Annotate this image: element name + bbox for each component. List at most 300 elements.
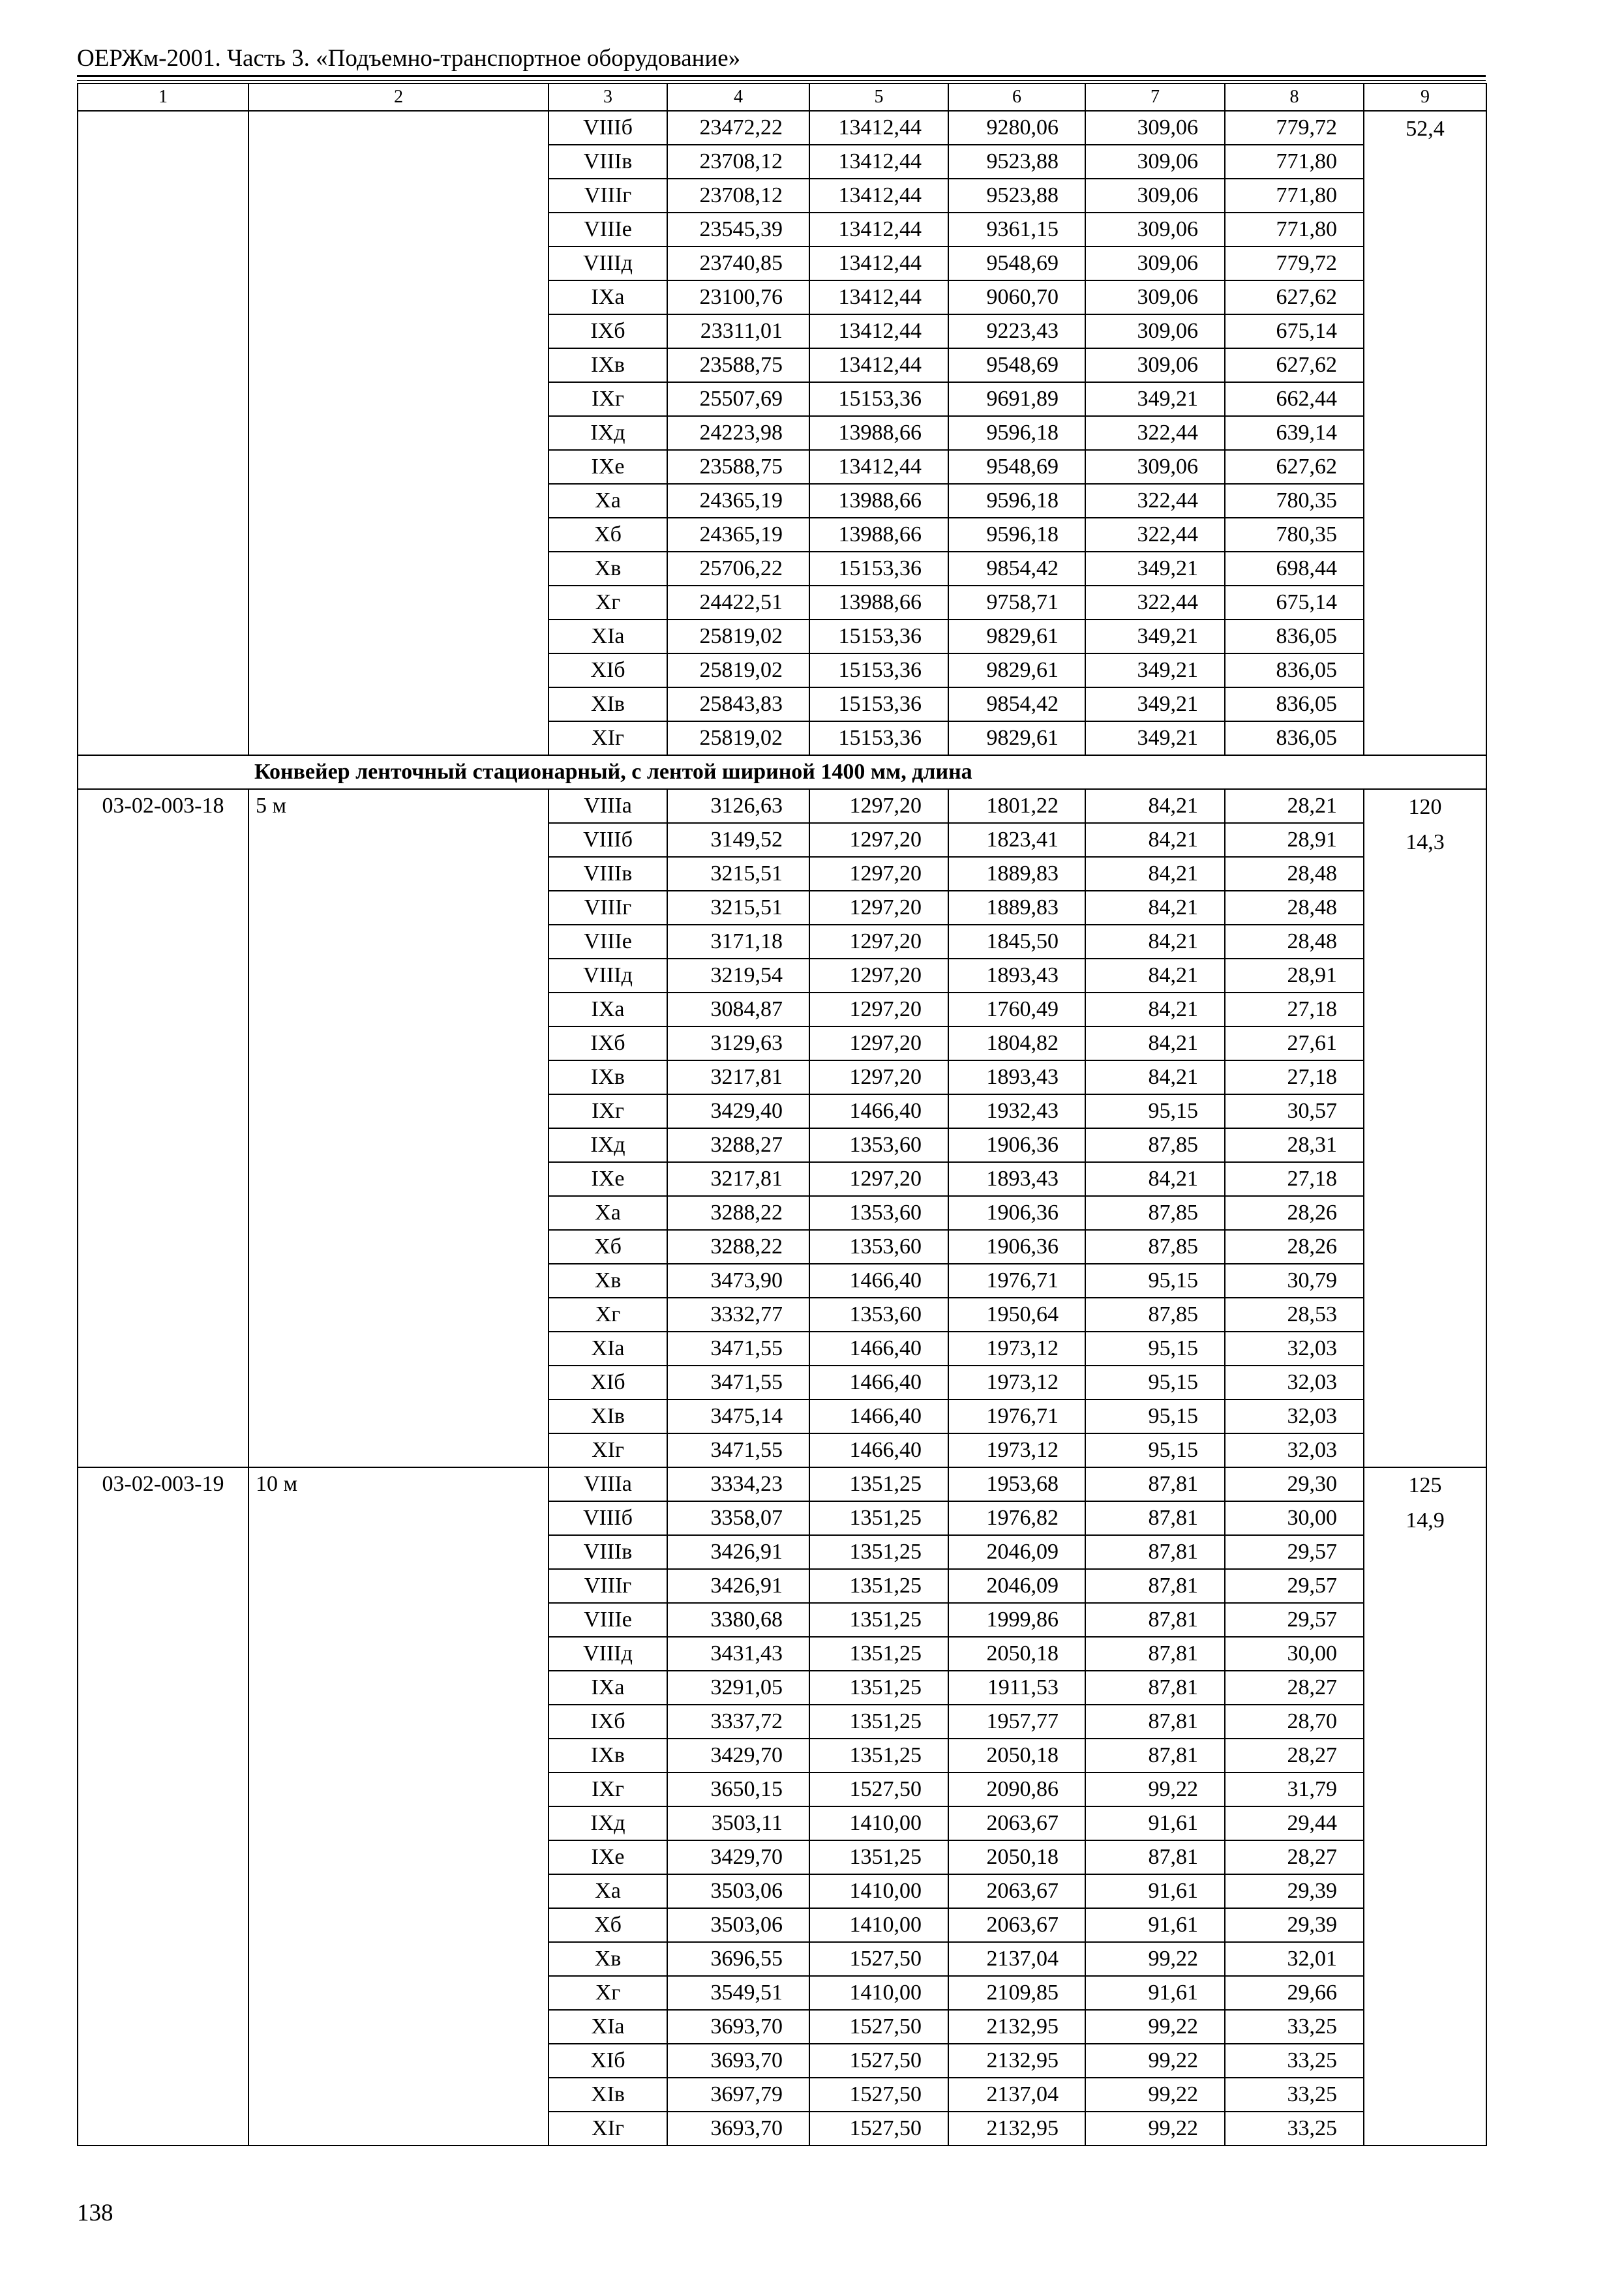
region-zone-cell: Xб	[549, 1230, 667, 1264]
value-cell: 322,44	[1085, 416, 1225, 450]
value-cell: 1297,20	[809, 823, 948, 857]
value-cell: 627,62	[1225, 450, 1364, 484]
value-cell: 2063,67	[948, 1806, 1085, 1840]
value-cell: 1351,25	[809, 1501, 948, 1535]
value-cell: 28,53	[1225, 1298, 1364, 1332]
region-zone-cell: VIIIг	[549, 179, 667, 213]
value-cell: 3215,51	[667, 857, 809, 891]
value-cell: 2050,18	[948, 1739, 1085, 1773]
value-cell: 1889,83	[948, 857, 1085, 891]
value-cell: 309,06	[1085, 247, 1225, 280]
table-row	[78, 111, 1486, 145]
value-cell: 24365,19	[667, 484, 809, 518]
value-cell: 13412,44	[809, 280, 948, 314]
region-zone-cell: IXд	[549, 1128, 667, 1162]
value-cell: 84,21	[1085, 1026, 1225, 1060]
value-cell: 25819,02	[667, 620, 809, 653]
value-cell: 29,57	[1225, 1569, 1364, 1603]
value-cell: 1527,50	[809, 2112, 948, 2146]
value-cell: 2063,67	[948, 1908, 1085, 1942]
value-cell: 1466,40	[809, 1366, 948, 1399]
value-cell: 84,21	[1085, 959, 1225, 993]
region-zone-cell: VIIIд	[549, 247, 667, 280]
value-cell: 3129,63	[667, 1026, 809, 1060]
value-cell: 9223,43	[948, 314, 1085, 348]
value-cell: 33,25	[1225, 2044, 1364, 2078]
value-cell: 1932,43	[948, 1094, 1085, 1128]
column-9-values	[1364, 789, 1486, 1467]
value-cell: 662,44	[1225, 382, 1364, 416]
value-cell: 349,21	[1085, 653, 1225, 687]
value-cell: 1893,43	[948, 1060, 1085, 1094]
region-zone-cell: VIIIа	[549, 789, 667, 823]
value-cell: 95,15	[1085, 1433, 1225, 1467]
value-cell: 99,22	[1085, 2010, 1225, 2044]
value-cell: 3171,18	[667, 925, 809, 959]
value-cell: 349,21	[1085, 620, 1225, 653]
region-zone-cell: IXв	[549, 1060, 667, 1094]
value-cell: 28,70	[1225, 1705, 1364, 1739]
value-cell: 23708,12	[667, 145, 809, 179]
value-cell: 1973,12	[948, 1433, 1085, 1467]
value-cell: 87,81	[1085, 1535, 1225, 1569]
value-cell: 771,80	[1225, 213, 1364, 247]
item-length: 10 м	[248, 1467, 549, 2146]
region-zone-cell: Xб	[549, 518, 667, 552]
value-cell: 2137,04	[948, 2078, 1085, 2112]
value-cell: 13412,44	[809, 145, 948, 179]
region-zone-cell: VIIIе	[549, 213, 667, 247]
section-row	[78, 755, 1486, 789]
value-cell: 24223,98	[667, 416, 809, 450]
value-cell: 9854,42	[948, 687, 1085, 721]
value-cell: 3219,54	[667, 959, 809, 993]
value-cell: 3429,70	[667, 1840, 809, 1874]
value-cell: 84,21	[1085, 789, 1225, 823]
value-cell: 23708,12	[667, 179, 809, 213]
region-zone-cell: VIIIд	[549, 1637, 667, 1671]
value-cell: 29,39	[1225, 1874, 1364, 1908]
region-zone-cell: Xг	[549, 586, 667, 620]
value-cell: 27,61	[1225, 1026, 1364, 1060]
region-zone-cell: XIб	[549, 2044, 667, 2078]
value-cell: 9523,88	[948, 179, 1085, 213]
value-cell: 2050,18	[948, 1637, 1085, 1671]
value-cell: 87,81	[1085, 1840, 1225, 1874]
region-zone-cell: Xв	[549, 1264, 667, 1298]
value-cell: 3084,87	[667, 993, 809, 1026]
value-cell: 3380,68	[667, 1603, 809, 1637]
value-cell: 779,72	[1225, 247, 1364, 280]
value-cell: 3337,72	[667, 1705, 809, 1739]
value-cell: 349,21	[1085, 552, 1225, 586]
item-length: 5 м	[248, 789, 549, 1467]
value-cell: 32,01	[1225, 1942, 1364, 1976]
value-cell: 28,91	[1225, 959, 1364, 993]
value-cell: 30,00	[1225, 1637, 1364, 1671]
value-cell: 9829,61	[948, 653, 1085, 687]
value-cell: 28,21	[1225, 789, 1364, 823]
region-zone-cell: VIIIб	[549, 1501, 667, 1535]
value-cell: 29,66	[1225, 1976, 1364, 2010]
price-table	[77, 83, 1487, 2146]
value-cell: 32,03	[1225, 1332, 1364, 1366]
table-row	[78, 1467, 1486, 1501]
region-zone-cell: XIв	[549, 2078, 667, 2112]
value-cell: 24422,51	[667, 586, 809, 620]
value-cell: 23100,76	[667, 280, 809, 314]
value-cell: 627,62	[1225, 348, 1364, 382]
value-cell: 1973,12	[948, 1332, 1085, 1366]
region-zone-cell: XIг	[549, 1433, 667, 1467]
value-cell: 1976,71	[948, 1399, 1085, 1433]
value-cell: 322,44	[1085, 518, 1225, 552]
value-cell: 29,39	[1225, 1908, 1364, 1942]
value-cell: 675,14	[1225, 314, 1364, 348]
region-zone-cell: VIIIв	[549, 145, 667, 179]
value-cell: 1297,20	[809, 925, 948, 959]
value-cell: 15153,36	[809, 721, 948, 755]
value-cell: 1466,40	[809, 1399, 948, 1433]
value-cell: 23472,22	[667, 111, 809, 145]
value-cell: 28,27	[1225, 1840, 1364, 1874]
region-zone-cell: IXг	[549, 1094, 667, 1128]
value-cell: 87,81	[1085, 1603, 1225, 1637]
value-cell: 2050,18	[948, 1840, 1085, 1874]
value-cell: 23588,75	[667, 348, 809, 382]
column-number: 4	[667, 83, 809, 111]
region-zone-cell: Xг	[549, 1298, 667, 1332]
value-cell: 3693,70	[667, 2112, 809, 2146]
region-zone-cell: IXд	[549, 416, 667, 450]
column-9-value: 14,3	[1406, 830, 1445, 854]
value-cell: 3693,70	[667, 2010, 809, 2044]
region-zone-cell: VIIIв	[549, 1535, 667, 1569]
value-cell: 1466,40	[809, 1433, 948, 1467]
value-cell: 24365,19	[667, 518, 809, 552]
table-body	[78, 83, 1486, 2146]
value-cell: 2046,09	[948, 1535, 1085, 1569]
value-cell: 3693,70	[667, 2044, 809, 2078]
value-cell: 84,21	[1085, 823, 1225, 857]
value-cell: 3503,11	[667, 1806, 809, 1840]
column-9-values	[1364, 1467, 1486, 2146]
value-cell: 1889,83	[948, 891, 1085, 925]
value-cell: 95,15	[1085, 1094, 1225, 1128]
value-cell: 9596,18	[948, 484, 1085, 518]
value-cell: 23740,85	[667, 247, 809, 280]
value-cell: 1353,60	[809, 1230, 948, 1264]
value-cell: 1801,22	[948, 789, 1085, 823]
region-zone-cell: XIа	[549, 1332, 667, 1366]
value-cell: 1297,20	[809, 789, 948, 823]
value-cell: 1410,00	[809, 1908, 948, 1942]
region-zone-cell: IXе	[549, 450, 667, 484]
value-cell: 1527,50	[809, 2010, 948, 2044]
value-cell: 13988,66	[809, 416, 948, 450]
column-number-row	[78, 83, 1486, 111]
value-cell: 1906,36	[948, 1230, 1085, 1264]
region-zone-cell: Xа	[549, 484, 667, 518]
region-zone-cell: IXа	[549, 993, 667, 1026]
value-cell: 3288,22	[667, 1230, 809, 1264]
value-cell: 9691,89	[948, 382, 1085, 416]
value-cell: 771,80	[1225, 145, 1364, 179]
region-zone-cell: Xв	[549, 1942, 667, 1976]
value-cell: 95,15	[1085, 1399, 1225, 1433]
value-cell: 1950,64	[948, 1298, 1085, 1332]
value-cell: 28,26	[1225, 1196, 1364, 1230]
value-cell: 3503,06	[667, 1874, 809, 1908]
value-cell: 1297,20	[809, 891, 948, 925]
item-code: 03-02-003-19	[78, 1467, 248, 2146]
value-cell: 1527,50	[809, 1942, 948, 1976]
value-cell: 13412,44	[809, 247, 948, 280]
value-cell: 3473,90	[667, 1264, 809, 1298]
value-cell: 3426,91	[667, 1569, 809, 1603]
value-cell: 2109,85	[948, 1976, 1085, 2010]
region-zone-cell: IXе	[549, 1840, 667, 1874]
value-cell: 32,03	[1225, 1399, 1364, 1433]
value-cell: 1353,60	[809, 1128, 948, 1162]
region-zone-cell: IXа	[549, 1671, 667, 1705]
value-cell: 84,21	[1085, 891, 1225, 925]
value-cell: 9758,71	[948, 586, 1085, 620]
value-cell: 3475,14	[667, 1399, 809, 1433]
region-zone-cell: IXб	[549, 1705, 667, 1739]
region-zone-cell: IXв	[549, 348, 667, 382]
value-cell: 2137,04	[948, 1942, 1085, 1976]
value-cell: 27,18	[1225, 993, 1364, 1026]
region-zone-cell: IXб	[549, 1026, 667, 1060]
value-cell: 3549,51	[667, 1976, 809, 2010]
value-cell: 30,57	[1225, 1094, 1364, 1128]
value-cell: 31,79	[1225, 1773, 1364, 1806]
value-cell: 1351,25	[809, 1535, 948, 1569]
value-cell: 1973,12	[948, 1366, 1085, 1399]
value-cell: 3358,07	[667, 1501, 809, 1535]
value-cell: 3650,15	[667, 1773, 809, 1806]
value-cell: 3288,27	[667, 1128, 809, 1162]
value-cell: 29,44	[1225, 1806, 1364, 1840]
region-zone-cell: Xа	[549, 1874, 667, 1908]
region-zone-cell: Xа	[549, 1196, 667, 1230]
value-cell: 25706,22	[667, 552, 809, 586]
column-number: 6	[948, 83, 1085, 111]
value-cell: 1760,49	[948, 993, 1085, 1026]
region-zone-cell: VIIIа	[549, 1467, 667, 1501]
value-cell: 1351,25	[809, 1467, 948, 1501]
value-cell: 1297,20	[809, 1162, 948, 1196]
value-cell: 1976,71	[948, 1264, 1085, 1298]
value-cell: 771,80	[1225, 179, 1364, 213]
value-cell: 309,06	[1085, 111, 1225, 145]
column-number: 9	[1364, 83, 1486, 111]
value-cell: 91,61	[1085, 1874, 1225, 1908]
value-cell: 309,06	[1085, 213, 1225, 247]
value-cell: 32,03	[1225, 1366, 1364, 1399]
region-zone-cell: VIIIв	[549, 857, 667, 891]
value-cell: 1353,60	[809, 1298, 948, 1332]
value-cell: 2063,67	[948, 1874, 1085, 1908]
value-cell: 87,81	[1085, 1569, 1225, 1603]
value-cell: 3334,23	[667, 1467, 809, 1501]
value-cell: 23545,39	[667, 213, 809, 247]
region-zone-cell: VIIIд	[549, 959, 667, 993]
value-cell: 675,14	[1225, 586, 1364, 620]
value-cell: 13988,66	[809, 484, 948, 518]
value-cell: 29,30	[1225, 1467, 1364, 1501]
value-cell: 27,18	[1225, 1060, 1364, 1094]
region-zone-cell: XIб	[549, 1366, 667, 1399]
value-cell: 15153,36	[809, 687, 948, 721]
value-cell: 779,72	[1225, 111, 1364, 145]
value-cell: 84,21	[1085, 993, 1225, 1026]
column-number: 1	[78, 83, 248, 111]
column-number: 3	[549, 83, 667, 111]
value-cell: 9060,70	[948, 280, 1085, 314]
value-cell: 2132,95	[948, 2010, 1085, 2044]
column-number: 7	[1085, 83, 1225, 111]
region-zone-cell: XIб	[549, 653, 667, 687]
region-zone-cell: XIг	[549, 721, 667, 755]
value-cell: 99,22	[1085, 2044, 1225, 2078]
value-cell: 87,81	[1085, 1671, 1225, 1705]
column-number: 5	[809, 83, 948, 111]
value-cell: 1527,50	[809, 2078, 948, 2112]
value-cell: 13988,66	[809, 586, 948, 620]
value-cell: 1297,20	[809, 1026, 948, 1060]
region-zone-cell: IXа	[549, 280, 667, 314]
value-cell: 28,27	[1225, 1739, 1364, 1773]
header-rule	[77, 75, 1486, 77]
region-zone-cell: IXг	[549, 382, 667, 416]
value-cell: 1351,25	[809, 1840, 948, 1874]
region-zone-cell: IXе	[549, 1162, 667, 1196]
region-zone-cell: XIв	[549, 1399, 667, 1433]
value-cell: 1351,25	[809, 1569, 948, 1603]
value-cell: 1297,20	[809, 1060, 948, 1094]
value-cell: 349,21	[1085, 382, 1225, 416]
value-cell: 27,18	[1225, 1162, 1364, 1196]
column-number: 8	[1225, 83, 1364, 111]
value-cell: 9548,69	[948, 450, 1085, 484]
value-cell: 30,00	[1225, 1501, 1364, 1535]
value-cell: 23588,75	[667, 450, 809, 484]
value-cell: 28,26	[1225, 1230, 1364, 1264]
value-cell: 1999,86	[948, 1603, 1085, 1637]
value-cell: 1297,20	[809, 857, 948, 891]
value-cell: 28,48	[1225, 857, 1364, 891]
value-cell: 25819,02	[667, 653, 809, 687]
page-number: 138	[77, 2200, 113, 2226]
column-9-values	[1364, 111, 1486, 755]
value-cell: 309,06	[1085, 348, 1225, 382]
value-cell: 309,06	[1085, 280, 1225, 314]
value-cell: 87,81	[1085, 1501, 1225, 1535]
value-cell: 639,14	[1225, 416, 1364, 450]
value-cell: 1906,36	[948, 1128, 1085, 1162]
value-cell: 309,06	[1085, 450, 1225, 484]
value-cell: 87,81	[1085, 1467, 1225, 1501]
value-cell: 1906,36	[948, 1196, 1085, 1230]
value-cell: 322,44	[1085, 484, 1225, 518]
value-cell: 1410,00	[809, 1806, 948, 1840]
value-cell: 1823,41	[948, 823, 1085, 857]
value-cell: 1351,25	[809, 1739, 948, 1773]
region-zone-cell: Xг	[549, 1976, 667, 2010]
value-cell: 1351,25	[809, 1705, 948, 1739]
value-cell: 99,22	[1085, 2078, 1225, 2112]
value-cell: 1804,82	[948, 1026, 1085, 1060]
value-cell: 3288,22	[667, 1196, 809, 1230]
value-cell: 28,27	[1225, 1671, 1364, 1705]
value-cell: 1351,25	[809, 1603, 948, 1637]
value-cell: 87,81	[1085, 1705, 1225, 1739]
value-cell: 91,61	[1085, 1976, 1225, 2010]
item-code: 03-02-003-18	[78, 789, 248, 1467]
value-cell: 13412,44	[809, 111, 948, 145]
value-cell: 15153,36	[809, 382, 948, 416]
value-cell: 1893,43	[948, 1162, 1085, 1196]
value-cell: 3149,52	[667, 823, 809, 857]
region-zone-cell: IXг	[549, 1773, 667, 1806]
region-zone-cell: XIа	[549, 620, 667, 653]
value-cell: 349,21	[1085, 687, 1225, 721]
value-cell: 322,44	[1085, 586, 1225, 620]
value-cell: 99,22	[1085, 1773, 1225, 1806]
column-9-value: 120	[1408, 795, 1442, 819]
value-cell: 3697,79	[667, 2078, 809, 2112]
region-zone-cell: VIIIе	[549, 1603, 667, 1637]
item-length	[248, 111, 549, 755]
header-rule-thin	[77, 80, 1486, 81]
value-cell: 3217,81	[667, 1162, 809, 1196]
value-cell: 1353,60	[809, 1196, 948, 1230]
value-cell: 2046,09	[948, 1569, 1085, 1603]
value-cell: 1845,50	[948, 925, 1085, 959]
value-cell: 29,57	[1225, 1535, 1364, 1569]
value-cell: 349,21	[1085, 721, 1225, 755]
value-cell: 87,85	[1085, 1128, 1225, 1162]
value-cell: 3429,70	[667, 1739, 809, 1773]
value-cell: 836,05	[1225, 721, 1364, 755]
value-cell: 95,15	[1085, 1366, 1225, 1399]
value-cell: 87,81	[1085, 1637, 1225, 1671]
value-cell: 23311,01	[667, 314, 809, 348]
region-zone-cell: IXв	[549, 1739, 667, 1773]
value-cell: 2132,95	[948, 2044, 1085, 2078]
value-cell: 29,57	[1225, 1603, 1364, 1637]
value-cell: 84,21	[1085, 925, 1225, 959]
value-cell: 836,05	[1225, 687, 1364, 721]
value-cell: 3429,40	[667, 1094, 809, 1128]
value-cell: 3503,06	[667, 1908, 809, 1942]
value-cell: 2090,86	[948, 1773, 1085, 1806]
value-cell: 3126,63	[667, 789, 809, 823]
value-cell: 99,22	[1085, 1942, 1225, 1976]
value-cell: 3291,05	[667, 1671, 809, 1705]
value-cell: 1351,25	[809, 1671, 948, 1705]
value-cell: 309,06	[1085, 314, 1225, 348]
value-cell: 3426,91	[667, 1535, 809, 1569]
value-cell: 1466,40	[809, 1094, 948, 1128]
value-cell: 836,05	[1225, 653, 1364, 687]
value-cell: 3471,55	[667, 1332, 809, 1366]
value-cell: 3471,55	[667, 1366, 809, 1399]
value-cell: 1893,43	[948, 959, 1085, 993]
value-cell: 9596,18	[948, 416, 1085, 450]
